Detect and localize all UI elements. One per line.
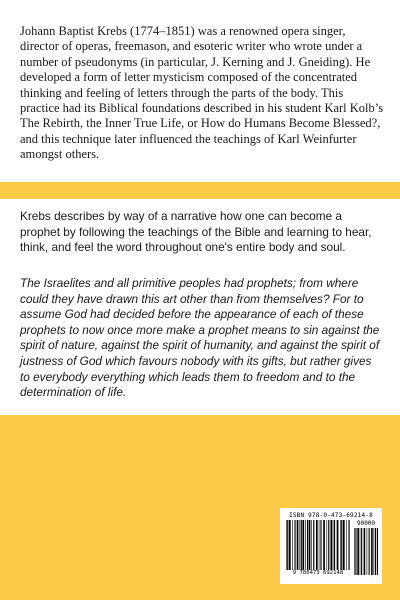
ean-barcode-graphic [285, 520, 351, 575]
addon-digits: 90000 [356, 520, 376, 527]
isbn-label: ISBN 978-0-473-69214-8 [289, 512, 373, 519]
author-biography: Johann Baptist Krebs (1774–1851) was a renowned opera singer, director of operas, freemason, and esoteric writer who wrote under a number of pseudonyms (in particular, J. Kerning and J. Gneiding). He developed a form of letter mysticism composed of the concentrated thinking and feeling of letters through the parts of the body. This practice had its Biblical foundations described in his student Karl Kolb’s The Rebirth, the Inner True Life, or How do Humans Become Blessed?, and this technique later influenced the teachings of Karl Weinfurter amongst others. [20, 24, 384, 162]
addon-barcode-graphic [354, 520, 378, 577]
isbn-barcode [280, 508, 382, 584]
accent-band [0, 182, 400, 199]
book-quote: The Israelites and all primitive peoples had prophets; from where could they have drawn this art other than from themselves? For to assume God had decided before the appearance of each of these prophets to now once more make a prophet means to sin against the spirit of nature, against the spirit of humanity, and against the spirit of justness of God which favours nobody with its gifts, but rather gives to everybody everything which leads them to freedom and to the determination of life. [20, 276, 380, 400]
ean-digits: 9 780473 692148 [285, 570, 351, 577]
book-description: Krebs describes by way of a narrative how one can become a prophet by following the teachings of the Bible and learning to hear, think, and feel the word throughout one's entire body and soul. [20, 209, 372, 255]
barcode-bars [285, 520, 377, 577]
